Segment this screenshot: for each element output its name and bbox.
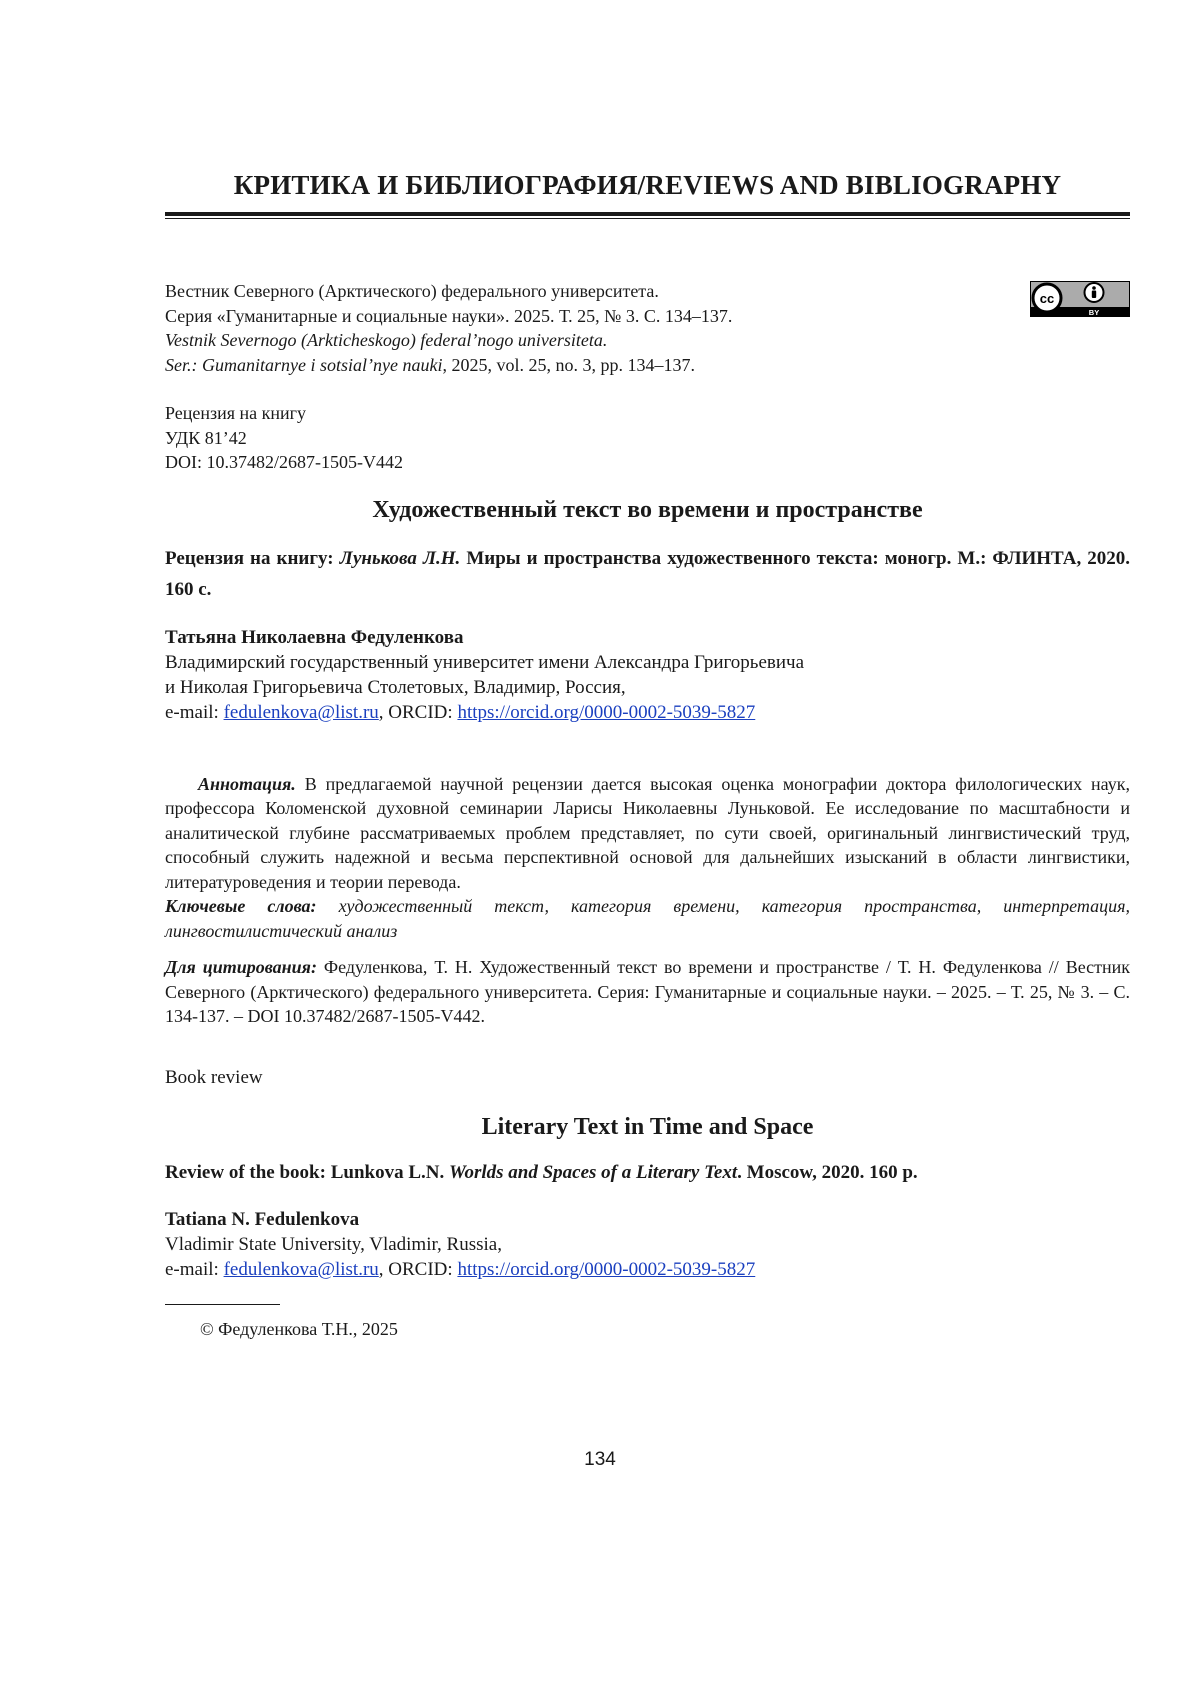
keywords-text: художественный текст, категория времени, категория пространства, интерпретация, лингвостилистический анализ [165, 896, 1130, 941]
book-review-label: Book review [165, 1065, 1130, 1090]
affiliation-ru-line1: Владимирский государственный университет имени Александра Григорьевича [165, 650, 1130, 675]
affiliation-ru-line2: и Николая Григорьевича Столетовых, Владимир, Россия, [165, 675, 1130, 700]
journal-ru-line2: Серия «Гуманитарные и социальные науки». 2025. Т. 25, № 3. С. 134–137. [165, 304, 1130, 329]
page [0, 0, 1200, 1697]
citation-label: Для цитирования: [165, 957, 317, 977]
orcid-label-ru: , ORCID: [379, 702, 453, 723]
section-title: КРИТИКА И БИБЛИОГРАФИЯ/REVIEWS AND BIBLIOGRAPHY [165, 168, 1130, 212]
abstract [165, 772, 1130, 895]
copyright-footnote: © Федуленкова Т.Н., 2025 [165, 1317, 1130, 1341]
review-prefix-en: Review of the book: Lunkova L.N. [165, 1162, 444, 1183]
review-info-ru [165, 543, 1130, 605]
article-title-en: Literary Text in Time and Space [165, 1112, 1130, 1142]
citation [165, 955, 1130, 1029]
header-rule-thin [165, 218, 1130, 219]
journal-en-line2 [165, 353, 1130, 378]
abstract-label: Аннотация. [198, 774, 296, 794]
orcid-link-ru[interactable]: https://orcid.org/0000-0002-5039-5827 [457, 702, 755, 723]
article-meta [165, 401, 1130, 475]
doi: DOI: 10.37482/2687-1505-V442 [165, 450, 1130, 475]
review-book-ru: Миры и пространства художественного текста: моногр. М.: ФЛИНТА, 2020. 160 с. [165, 548, 1130, 600]
udk: УДК 81’42 [165, 426, 1130, 451]
citation-text: Федуленкова, Т. Н. Художественный текст во времени и пространстве / Т. Н. Федуленкова // Вестник Северного (Арктического) федерального университета. Серия: Гуманитарные и социальные науки. – 2025. – Т. 25, № 3. – С. 134-137. – DOI 10.37482/2687-1505-V442. [165, 957, 1130, 1026]
orcid-link-en[interactable]: https://orcid.org/0000-0002-5039-5827 [457, 1259, 755, 1280]
journal-en-line1: Vestnik Severnogo (Arkticheskogo) federal’nogo universiteta. [165, 328, 1130, 353]
review-book-en: Worlds and Spaces of a Literary Text [449, 1162, 737, 1183]
header-rule-thick [165, 212, 1130, 216]
contacts-en [165, 1257, 1130, 1282]
journal-en-issue: , 2025, vol. 25, no. 3, pp. 134–137. [442, 355, 695, 375]
orcid-label-en: , ORCID: [379, 1259, 453, 1280]
author-block-ru [165, 625, 1130, 725]
email-link-en[interactable]: fedulenkova@list.ru [224, 1259, 379, 1280]
keywords [165, 894, 1130, 943]
contacts-ru [165, 700, 1130, 725]
review-rest-en: . Moscow, 2020. 160 p. [737, 1162, 918, 1183]
cc-by-icon[interactable] [1030, 281, 1130, 317]
article-title-ru: Художественный текст во времени и пространстве [165, 495, 1130, 525]
keywords-label: Ключевые слова: [165, 896, 317, 916]
footnote-rule [165, 1304, 280, 1305]
review-info-en [165, 1160, 1130, 1185]
email-label-ru: e-mail: [165, 702, 219, 723]
affiliation-en: Vladimir State University, Vladimir, Russia, [165, 1232, 1130, 1257]
author-name-ru: Татьяна Николаевна Федуленкова [165, 625, 1130, 650]
review-author-ru: Лунькова Л.Н. [340, 548, 461, 569]
page-number: 134 [0, 1449, 1200, 1471]
abstract-text: В предлагаемой научной рецензии дается высокая оценка монографии доктора филологических наук, профессора Коломенской духовной семинарии Ларисы Николаевны Луньковой. Ее исследование по масштабности и аналитической глубине рассматриваемых проблем представляет, по сути своей, оригинальный лингвистический труд, способный служить надежной и весьма перспективной основой для дальнейших изысканий в области лингвистики, литературоведения и теории перевода. [165, 774, 1130, 892]
author-name-en: Tatiana N. Fedulenkova [165, 1207, 1130, 1232]
svg-text:cc: cc [1040, 291, 1054, 306]
email-label-en: e-mail: [165, 1259, 219, 1280]
article-content [165, 168, 1130, 1341]
email-link-ru[interactable]: fedulenkova@list.ru [224, 702, 379, 723]
review-prefix-ru: Рецензия на книгу: [165, 548, 334, 569]
author-block-en [165, 1207, 1130, 1282]
article-type: Рецензия на книгу [165, 401, 1130, 426]
license-badge-text: BY [1089, 308, 1099, 317]
journal-en-series: Ser.: Gumanitarnye i sotsial’nye nauki [165, 355, 442, 375]
journal-reference [165, 279, 1130, 377]
journal-ru-line1: Вестник Северного (Арктического) федерального университета. [165, 279, 1130, 304]
